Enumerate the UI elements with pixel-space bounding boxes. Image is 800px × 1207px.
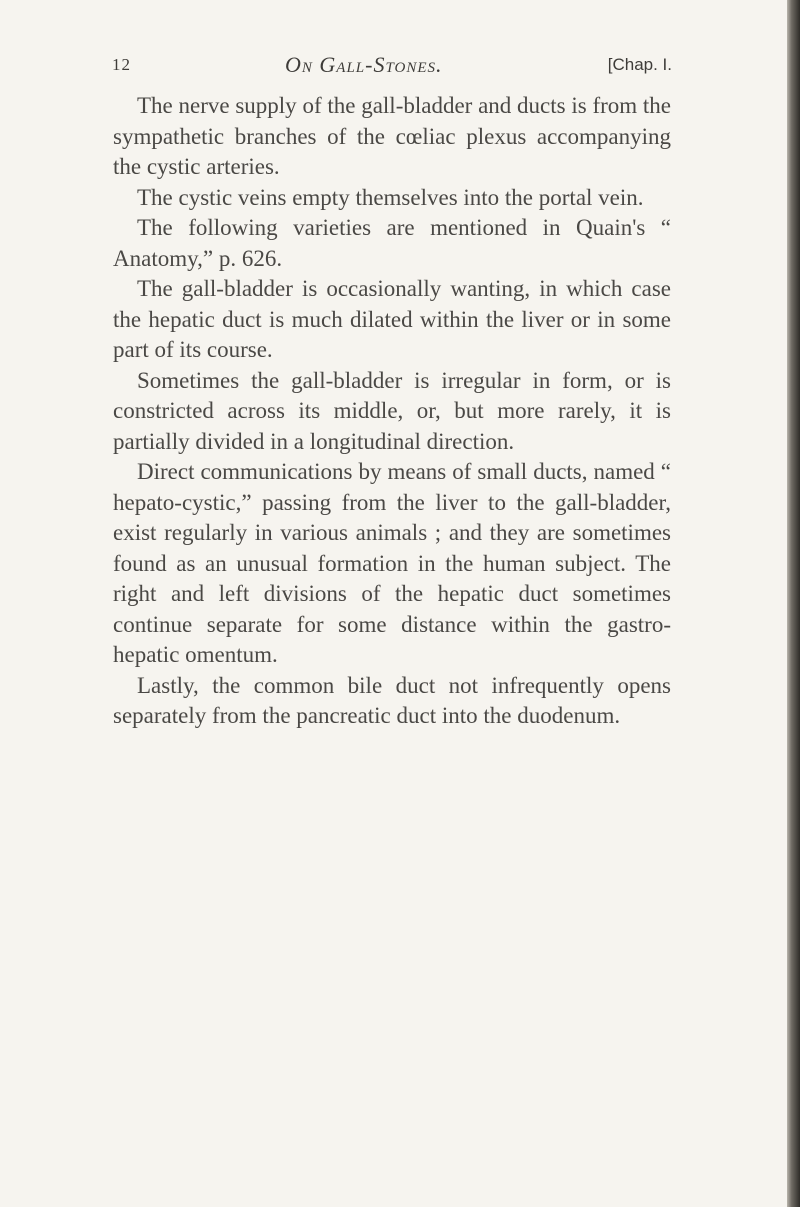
chapter-reference: [Chap. I. <box>607 55 672 74</box>
book-edge-shadow <box>787 0 800 1207</box>
paragraph-irregular-form: Sometimes the gall-bladder is irregular in form, or is constricted across its middle, or, but more rarely, it is partially divided in a longitudinal direction. <box>113 367 671 454</box>
body-text <box>113 91 671 732</box>
paragraph-nerve-supply: The nerve supply of the gall-bladder and ducts is from the sympathetic branches of the cœliac plexus accompanying the cystic arteries. <box>113 93 671 179</box>
running-title: On Gall-Stones. <box>285 52 443 77</box>
running-head <box>112 52 672 82</box>
paragraph-common-bile-duct: Lastly, the common bile duct not infrequently opens separately from the pancreatic duct into the duodenum. <box>113 672 671 728</box>
paragraph-direct-communications: Direct communications by means of small ducts, named “ hepato-cystic,” passing from the liver to the gall-bladder, exist regularly in various animals ; and they are sometimes found as an unusual formation in the human subject. The right and left divisions of the hepatic duct sometimes continue separate for some distance within the gastro-hepatic omentum. <box>113 459 671 667</box>
paragraph-gall-bladder-wanting: The gall-bladder is occasionally wanting, in which case the hepatic duct is much dilated within the liver or in some part of its course. <box>113 276 671 362</box>
paragraph-varieties: The following varieties are mentioned in Quain's “ Anatomy,” p. 626. <box>113 215 671 271</box>
paragraph-cystic-veins: The cystic veins empty themselves into the portal vein. <box>137 184 644 210</box>
page-number: 12 <box>112 55 131 74</box>
